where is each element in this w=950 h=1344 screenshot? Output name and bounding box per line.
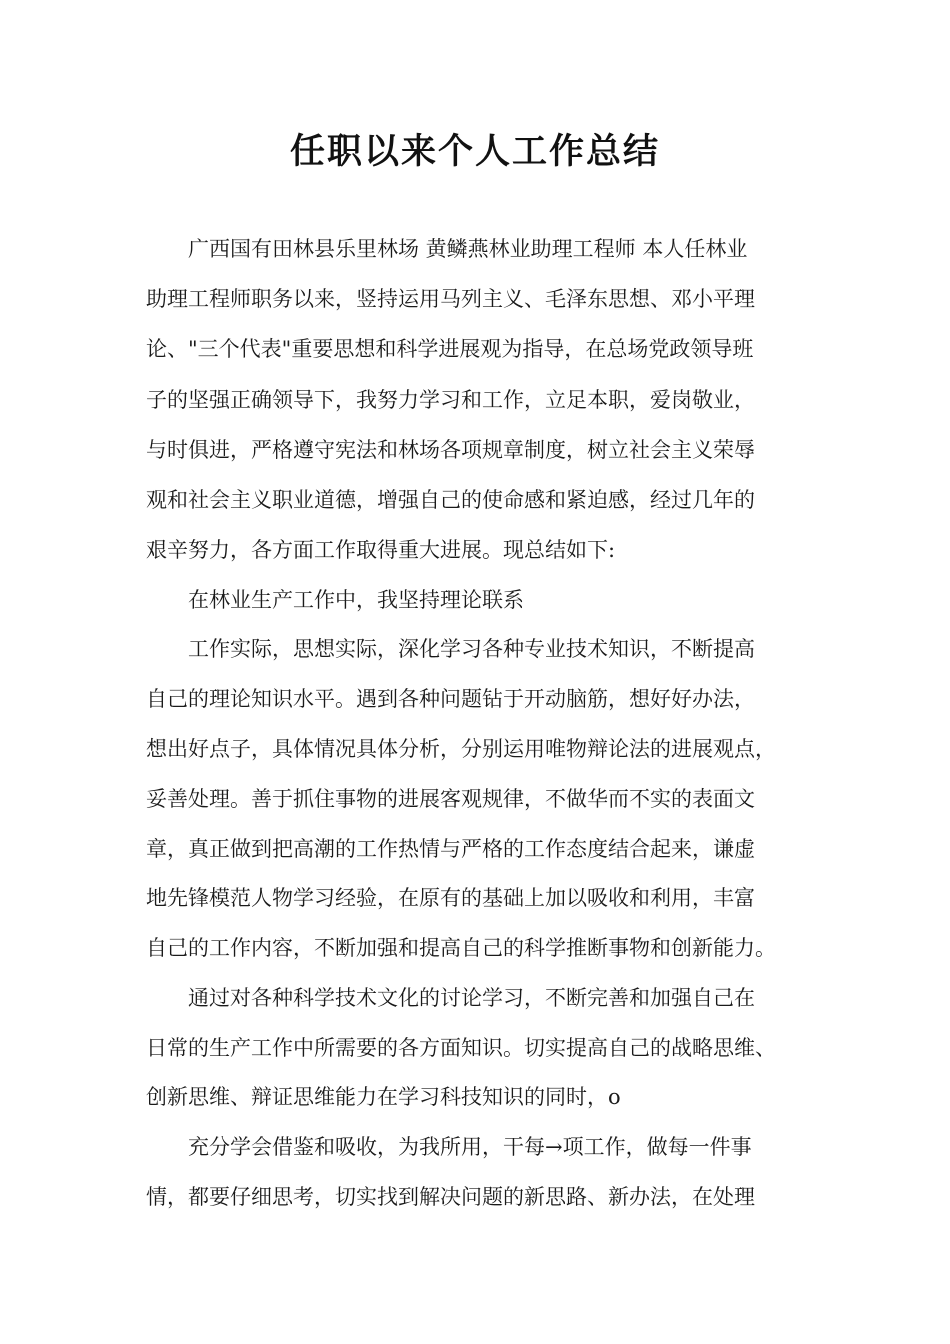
paragraph-line: 自己的理论知识水平。遇到各种问题钻于开动脑筋，想好好办法， [146, 687, 755, 711]
paragraph-line: 地先锋模范人物学习经验，在原有的基础上加以吸收和利用，丰富 [146, 886, 755, 910]
paragraph-line: 创新思维、辩证思维能力在学习科技知识的同时，o [146, 1085, 621, 1109]
paragraph-line: 自己的工作内容，不断加强和提高自己的科学推断事物和创新能力。 [146, 936, 776, 960]
paragraph-line: 充分学会借鉴和吸收，为我所用，干每→项工作，做每一件事 [188, 1135, 752, 1159]
paragraph-line: 论、"三个代表"重要思想和科学进展观为指导，在总场党政领导班 [146, 337, 754, 361]
paragraph-line: 通过对各种科学技术文化的讨论学习，不断完善和加强自己在 [188, 986, 755, 1010]
paragraph-line: 在林业生产工作中，我坚持理论联系 [188, 588, 524, 612]
paragraph-line: 广西国有田林县乐里林场 黄鳞燕林业助理工程师 本人任林业 [188, 237, 748, 261]
paragraph-line: 情，都要仔细思考，切实找到解决问题的新思路、新办法，在处理 [146, 1185, 755, 1209]
paragraph-line: 艰辛努力，各方面工作取得重大进展。现总结如下: [146, 538, 616, 562]
paragraph-line: 想出好点子，具体情况具体分析，分别运用唯物辩论法的进展观点， [146, 737, 776, 761]
paragraph-line: 工作实际，思想实际，深化学习各种专业技术知识，不断提高 [188, 637, 755, 661]
paragraph-line: 妥善处理。善于抓住事物的进展客观规律，不做华而不实的表面文 [146, 787, 755, 811]
paragraph-line: 与时俱进，严格遵守宪法和林场各项规章制度，树立社会主义荣辱 [146, 438, 755, 462]
paragraph-line: 助理工程师职务以来，竖持运用马列主义、毛泽东思想、邓小平理 [146, 287, 755, 311]
document-title: 任职以来个人工作总结 [289, 132, 660, 172]
paragraph-line: 日常的生产工作中所需要的各方面知识。切实提高自己的战略思维、 [146, 1036, 776, 1060]
paragraph-line: 章，真正做到把高潮的工作热情与严格的工作态度结合起来，谦虚 [146, 837, 755, 861]
paragraph-line: 观和社会主义职业道德，增强自己的使命感和紧迫感，经过几年的 [146, 488, 755, 512]
paragraph-line: 子的坚强正确领导下，我努力学习和工作，立足本职，爱岗敬业， [146, 388, 755, 412]
